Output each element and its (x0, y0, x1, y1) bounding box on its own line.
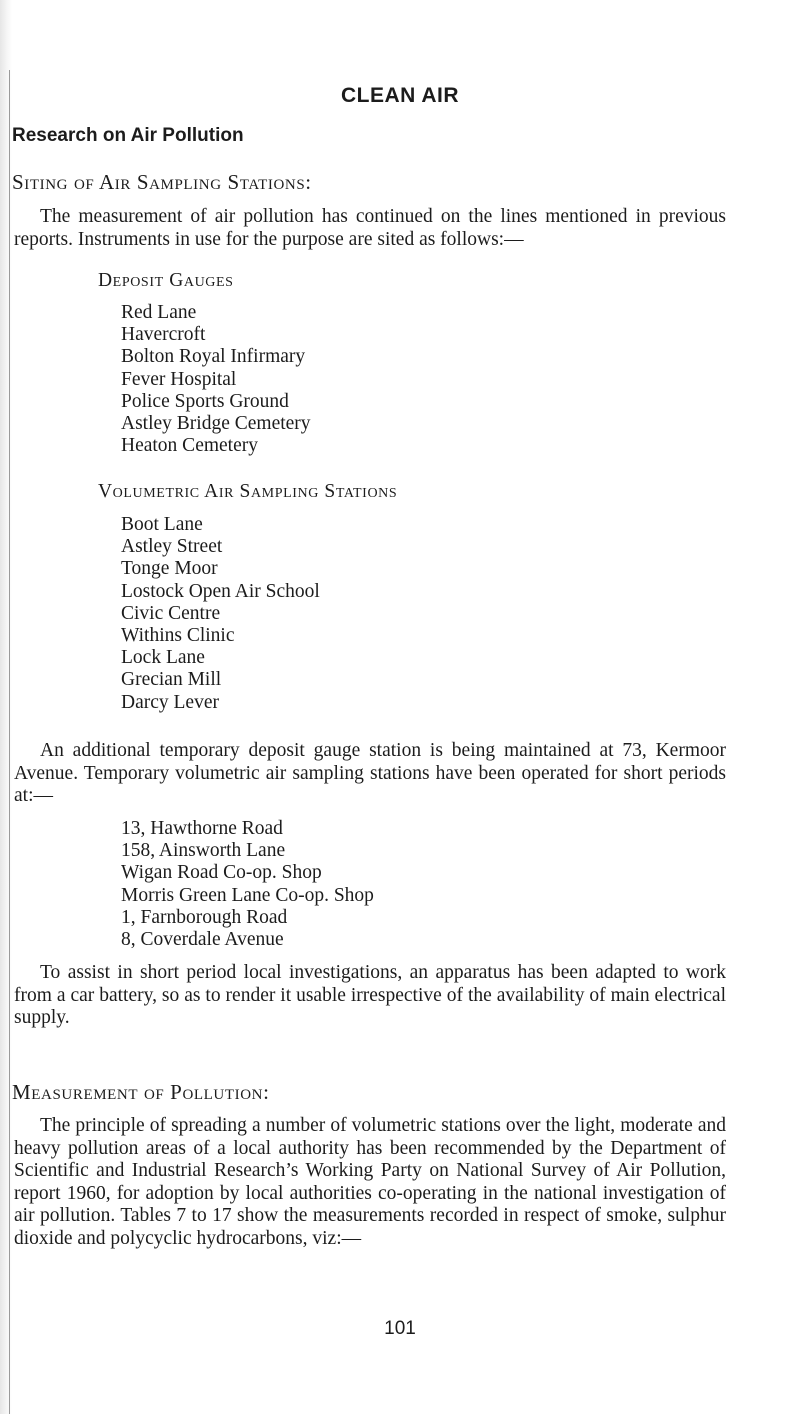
siting-heading: Siting of Air Sampling Stations: (12, 170, 312, 194)
page-number: 101 (384, 1318, 416, 1339)
list-item: Boot Lane (121, 514, 203, 535)
volumetric-stations-heading: Volumetric Air Sampling Stations (98, 481, 398, 502)
apparatus-paragraph: To assist in short period local investigations, an apparatus has been adapted to work from a car battery, so as to render it usable irrespective of the availability of main electrical supply. (14, 962, 726, 1028)
deposit-gauges-list (121, 302, 311, 457)
list-item: Lostock Open Air School (121, 580, 320, 602)
list-item: Heaton Cemetery (121, 435, 258, 457)
list-item: Astley Bridge Cemetery (121, 413, 311, 435)
list-item: Lock Lane (121, 647, 205, 669)
deposit-gauges-heading: Deposit Gauges (98, 270, 234, 291)
list-item: Civic Centre (121, 602, 221, 624)
list-item: 1, Farnborough Road (121, 906, 288, 928)
volumetric-stations-list (121, 514, 320, 714)
page-title: CLEAN AIR (340, 84, 460, 107)
section-title: Research on Air Pollution (12, 125, 244, 146)
list-item: 158, Ainsworth Lane (121, 840, 286, 862)
list-item: Bolton Royal Infirmary (121, 346, 306, 368)
list-item: 13, Hawthorne Road (121, 818, 283, 839)
list-item: Police Sports Ground (121, 390, 289, 412)
list-item: Darcy Lever (121, 691, 219, 713)
list-item: 8, Coverdale Avenue (121, 929, 284, 951)
measurement-heading: Measurement of Pollution: (12, 1080, 270, 1104)
temporary-stations-list (121, 818, 374, 951)
list-item: Withins Clinic (121, 625, 235, 647)
list-item: Astley Street (121, 536, 223, 558)
temporary-stations-paragraph: An additional temporary deposit gauge station is being maintained at 73, Kermoor Avenue. Temporary volumetric air sampling stations have been operated for short periods at:— (14, 740, 726, 806)
measurement-paragraph: The principle of spreading a number of volumetric stations over the light, moderate and heavy pollution areas of a local authority has been recommended by the Department of Scientific and Industrial Research’s Working Party on National Survey of Air Pollution, report 1960, for adoption by local authorities co-operating in the national investigation of air pollution. Tables 7 to 17 show the measurements recorded in respect of smoke, sulphur dioxide and polycyclic hydrocarbons, viz:— (14, 1115, 726, 1249)
list-item: Grecian Mill (121, 669, 222, 691)
list-item: Morris Green Lane Co-op. Shop (121, 884, 374, 906)
list-item: Havercroft (121, 324, 206, 346)
list-item: Red Lane (121, 302, 197, 323)
list-item: Wigan Road Co-op. Shop (121, 862, 322, 884)
list-item: Tonge Moor (121, 558, 218, 580)
siting-intro-paragraph: The measurement of air pollution has continued on the lines mentioned in previous reports. Instruments in use for the purpose are sited as follows:— (14, 206, 726, 250)
list-item: Fever Hospital (121, 368, 237, 390)
